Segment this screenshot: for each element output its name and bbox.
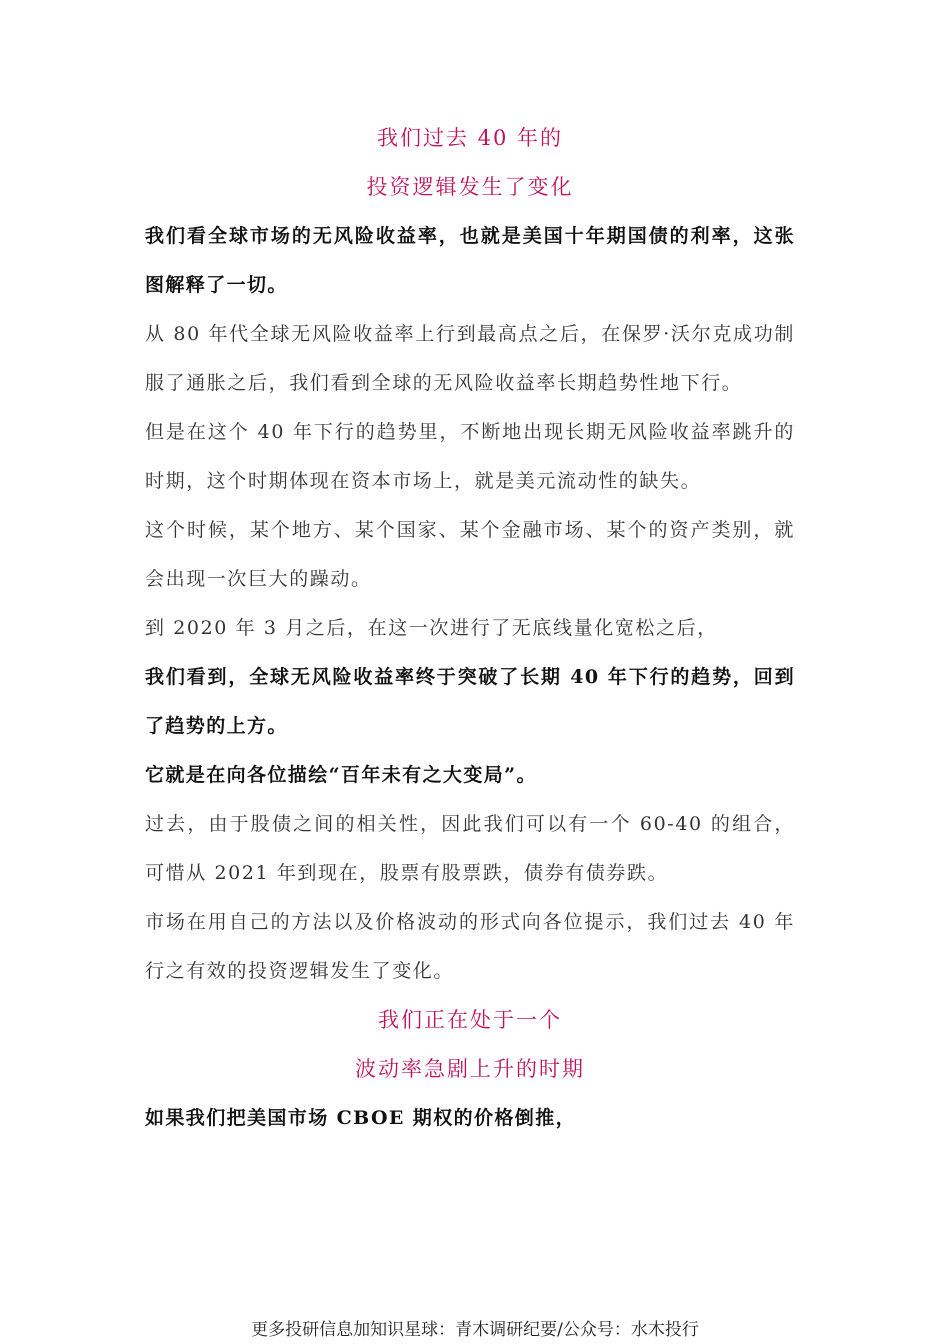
body-paragraph: 到 2020 年 3 月之后，在这一次进行了无底线量化宽松之后， [145,617,718,639]
section-heading-line: 波动率急剧上升的时期 [355,1057,585,1081]
bold-paragraph: 我们看到，全球无风险收益率终于突破了长期 40 年下行的趋势，回到了趋势的上方。 [145,666,795,737]
body-paragraph: 过去，由于股债之间的相关性，因此我们可以有一个 60-40 的组合，可惜从 2021 年到现在，股票有股票跌，债券有债券跌。 [145,813,795,884]
article-body [145,114,795,1143]
body-paragraph: 但是在这个 40 年下行的趋势里，不断地出现长期无风险收益率跳升的时期，这个时期体现在资本市场上，就是美元流动性的缺失。 [145,421,795,492]
body-paragraph: 这个时候，某个地方、某个国家、某个金融市场、某个的资产类别，就会出现一次巨大的躁动。 [145,519,795,590]
section-heading-line: 我们过去 40 年的 [376,126,564,150]
body-paragraph: 市场在用自己的方法以及价格波动的形式向各位提示，我们过去 40 年行之有效的投资逻辑发生了变化。 [145,911,795,982]
page-footer: 更多投研信息加知识星球：青木调研纪要/公众号：水木投行 [251,1320,699,1340]
section-heading-line: 投资逻辑发生了变化 [366,175,574,199]
bold-paragraph: 它就是在向各位描绘“百年未有之大变局”。 [145,764,537,786]
body-paragraph: 从 80 年代全球无风险收益率上行到最高点之后，在保罗·沃尔克成功制服了通胀之后，我们看到全球的无风险收益率长期趋势性地下行。 [145,323,795,394]
bold-paragraph: 如果我们把美国市场 CBOE 期权的价格倒推， [145,1107,576,1129]
section-heading-line: 我们正在处于一个 [378,1008,562,1032]
bold-paragraph: 我们看全球市场的无风险收益率，也就是美国十年期国债的利率，这张图解释了一切。 [145,225,795,296]
